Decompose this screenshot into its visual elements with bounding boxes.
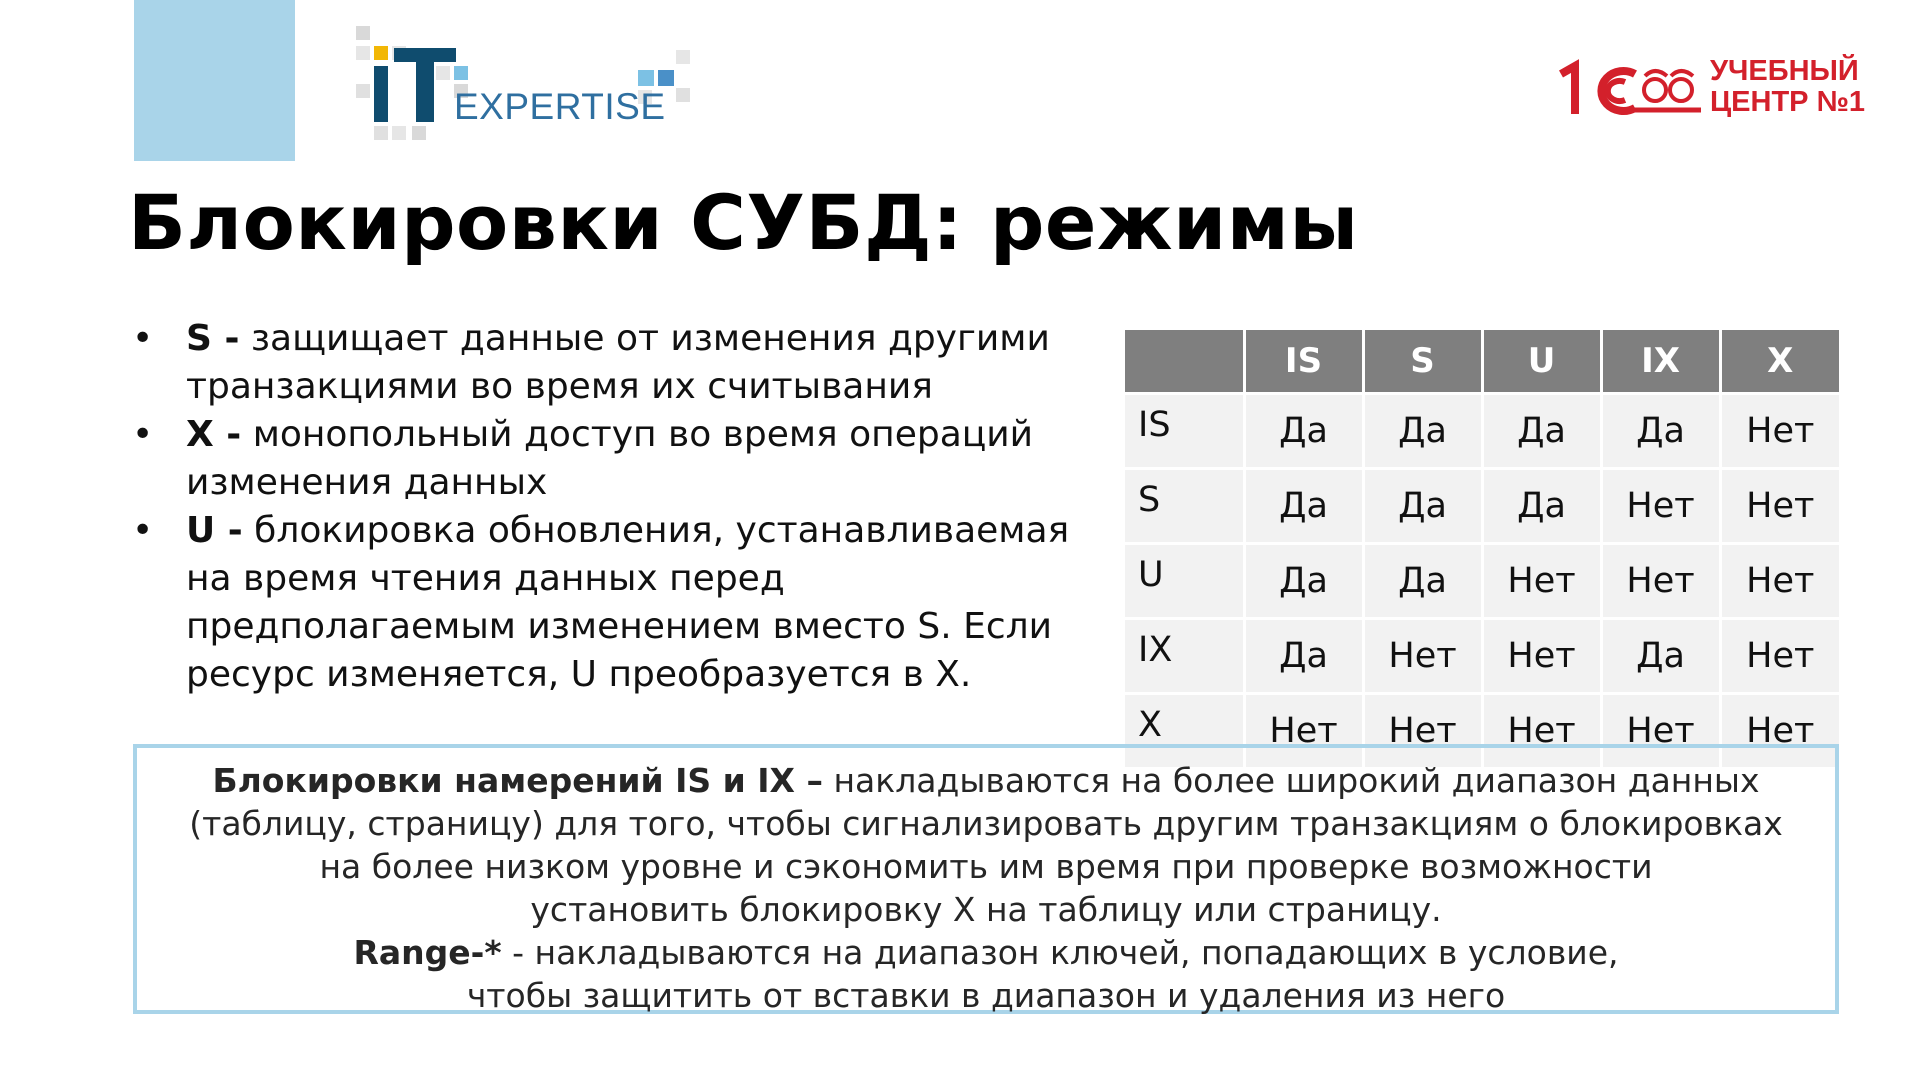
- bullet-dot: •: [132, 510, 154, 551]
- table-cell: Да: [1244, 619, 1363, 694]
- table-cell: Нет: [1720, 619, 1839, 694]
- bullet-term: U -: [186, 510, 243, 551]
- table-cell: Да: [1244, 544, 1363, 619]
- bullet-text: монопольный доступ во время операций: [252, 414, 1034, 455]
- table-row-label: X: [1125, 694, 1244, 769]
- table-header-cell: X: [1720, 330, 1839, 394]
- table-row-label: IS: [1125, 394, 1244, 469]
- it-expertise-logo: [356, 26, 706, 150]
- table-cell: Да: [1363, 394, 1482, 469]
- bullet-item-s: [130, 315, 1070, 411]
- bullet-dot: •: [132, 414, 154, 455]
- lock-compatibility-table: [1125, 330, 1839, 751]
- table-row: [1125, 544, 1839, 619]
- table-row-label: U: [1125, 544, 1244, 619]
- table-cell: Да: [1482, 394, 1601, 469]
- bullet-term: S -: [186, 318, 240, 359]
- table-cell: Да: [1244, 469, 1363, 544]
- bullet-text: изменения данных: [186, 462, 548, 503]
- note-line: (таблицу, страницу) для того, чтобы сигнализировать другим транзакциям о блокировках: [189, 804, 1783, 843]
- uc-logo-line2: ЦЕНТР №1: [1710, 86, 1866, 118]
- bullet-text: блокировка обновления, устанавливаемая: [254, 510, 1070, 551]
- table-header-cell: S: [1363, 330, 1482, 394]
- table-cell: Да: [1601, 619, 1720, 694]
- bullet-text: ресурс изменяется, U преобразуется в X.: [186, 654, 972, 695]
- table-cell: Нет: [1601, 694, 1720, 769]
- table-cell: Нет: [1601, 544, 1720, 619]
- table-cell: Нет: [1720, 544, 1839, 619]
- table-cell: Да: [1482, 469, 1601, 544]
- bullet-item-x: [130, 411, 1070, 507]
- table-row-label: S: [1125, 469, 1244, 544]
- table-cell: Нет: [1482, 694, 1601, 769]
- bullet-term: X -: [186, 414, 242, 455]
- bullet-text: защищает данные от изменения другими: [250, 318, 1050, 359]
- table-header-cell: U: [1482, 330, 1601, 394]
- bullet-text: на время чтения данных перед: [186, 558, 785, 599]
- note-text: - накладываются на диапазон ключей, попадающих в условие,: [501, 933, 1619, 972]
- table-cell: Нет: [1720, 469, 1839, 544]
- table-cell: Нет: [1482, 619, 1601, 694]
- note-line: чтобы защитить от вставки в диапазон и удаления из него: [466, 976, 1506, 1015]
- note-line: установить блокировку X на таблицу или страницу.: [530, 890, 1442, 929]
- 1c-training-center-logo: [1555, 52, 1865, 124]
- table-cell: Да: [1363, 469, 1482, 544]
- table-cell: Нет: [1363, 694, 1482, 769]
- table-header-cell: IS: [1244, 330, 1363, 394]
- table-header-row: [1125, 330, 1839, 394]
- table-cell: Да: [1601, 394, 1720, 469]
- table-row: [1125, 619, 1839, 694]
- table-row: [1125, 394, 1839, 469]
- note-range-term: Range-*: [353, 933, 502, 972]
- table-header-cell: IX: [1601, 330, 1720, 394]
- note-line: на более низком уровне и сэкономить им время при проверке возможности: [319, 847, 1653, 886]
- table-cell: Нет: [1363, 619, 1482, 694]
- note-intent-term: Блокировки намерений IS и IX –: [212, 761, 823, 800]
- table-cell: Нет: [1720, 694, 1839, 769]
- note-text: накладываются на более широкий диапазон данных: [822, 761, 1760, 800]
- intent-locks-note-box: [133, 744, 1839, 1014]
- table-cell: Да: [1363, 544, 1482, 619]
- table-cell: Нет: [1720, 394, 1839, 469]
- bullet-item-u: [130, 507, 1070, 699]
- table-row: [1125, 469, 1839, 544]
- decorative-blue-square: [134, 0, 295, 161]
- bullet-text: транзакциями во время их считывания: [186, 366, 933, 407]
- table-cell: Нет: [1244, 694, 1363, 769]
- it-expertise-wordmark: EXPERTISE: [454, 86, 666, 127]
- table-header-corner: [1125, 330, 1244, 394]
- bullet-dot: •: [132, 318, 154, 359]
- uc-logo-line1: УЧЕБНЫЙ: [1710, 55, 1859, 87]
- table-cell: Нет: [1601, 469, 1720, 544]
- bullet-text: предполагаемым изменением вместо S. Если: [186, 606, 1053, 647]
- slide-title: Блокировки СУБД: режимы: [128, 178, 1359, 267]
- bullet-list: [130, 315, 1070, 699]
- 1c-mark-icon: [1555, 52, 1705, 124]
- note-line: [137, 759, 1835, 802]
- note-line: [137, 931, 1835, 974]
- table-row-label: IX: [1125, 619, 1244, 694]
- table-cell: Нет: [1482, 544, 1601, 619]
- table-cell: Да: [1244, 394, 1363, 469]
